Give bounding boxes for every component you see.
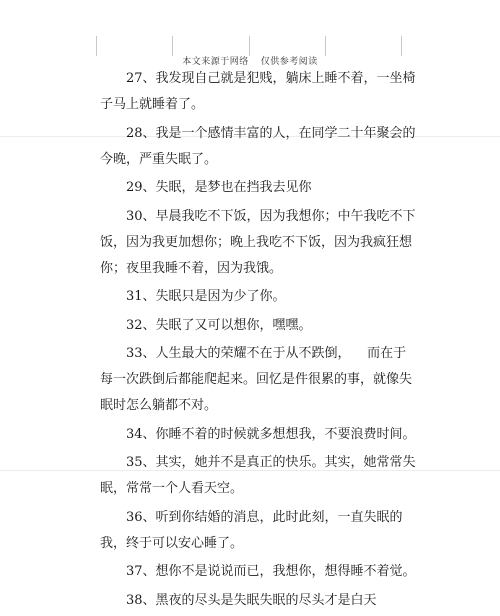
paragraph-number: 27、: [126, 71, 156, 86]
paragraph-text: 我是一个感情丰富的人，在同学二十年聚会的今晚，严重失眠了。: [100, 125, 416, 167]
header-rule-mark: [172, 36, 173, 56]
paragraph-number: 36、: [126, 509, 156, 525]
paragraph-32: [100, 313, 416, 339]
paragraph-number: 30、: [126, 208, 156, 224]
paragraph-number: 31、: [126, 289, 156, 304]
paragraph-text: 失眠了又可以想你，嘿嘿。: [155, 317, 312, 333]
paragraph-text: 人生最大的荣耀不在于从不跌倒， 而在于每一次跌倒后都能爬起来。回忆是件很累的事，就像失眠时怎么躺都不对。: [100, 346, 413, 413]
paragraph-34: [100, 422, 416, 448]
paragraph-text: 听到你结婚的消息，此时此刻，一直失眠的我，终于可以安心睡了。: [100, 509, 403, 551]
paragraph-number: 32、: [126, 317, 156, 333]
paragraph-31: [100, 284, 416, 310]
paragraph-text: 黑夜的尽头是失眠失眠的尽头才是白天: [155, 592, 377, 608]
source-note: 本文来源于网络: [182, 57, 249, 67]
paragraph-number: 35、: [126, 455, 156, 470]
paragraph-36: [100, 505, 416, 557]
header-rule-mark: [249, 36, 250, 56]
paragraph-text: 想你不是说说而已，我想你，想得睡不着觉。: [155, 564, 416, 579]
header-rule-mark: [96, 36, 97, 56]
paragraph-text: 失眠只是因为少了你。: [155, 289, 286, 304]
paragraph-number: 33、: [126, 346, 156, 361]
paragraph-37: [100, 559, 416, 585]
paragraph-27: [100, 66, 416, 118]
paragraph-text: 其实，她并不是真正的快乐。其实，她常常失眠，常常一个人看天空。: [100, 455, 416, 496]
document-body: [100, 66, 416, 616]
paragraph-number: 38、: [126, 592, 156, 608]
paragraph-35: [100, 450, 416, 502]
paragraph-29: [100, 175, 416, 201]
paragraph-30: [100, 204, 416, 282]
paragraph-text: 失眠，是梦也在挡我去见你: [155, 180, 312, 195]
header-rule-mark: [401, 36, 402, 56]
paragraph-text: 我发现自己就是犯贱，躺床上睡不着，一坐椅子马上就睡着了。: [100, 71, 416, 112]
header-rule-mark: [325, 36, 326, 56]
paragraph-text: 早晨我吃不下饭，因为我想你；中午我吃不下饭，因为我更加想你；晚上我吃不下饭，因为我疯狂想你；夜里我睡不着，因为我饿。: [100, 208, 416, 276]
paragraph-28: [100, 121, 416, 173]
reference-note: 仅供参考阅读: [260, 57, 318, 67]
paragraph-33: [100, 341, 416, 419]
paragraph-number: 29、: [126, 180, 156, 195]
paragraph-number: 28、: [126, 125, 156, 141]
paragraph-number: 37、: [126, 564, 156, 579]
paragraph-38: [100, 588, 416, 614]
paragraph-text: 你睡不着的时候就多想想我，不要浪费时间。: [155, 426, 416, 442]
paragraph-number: 34、: [126, 426, 156, 442]
